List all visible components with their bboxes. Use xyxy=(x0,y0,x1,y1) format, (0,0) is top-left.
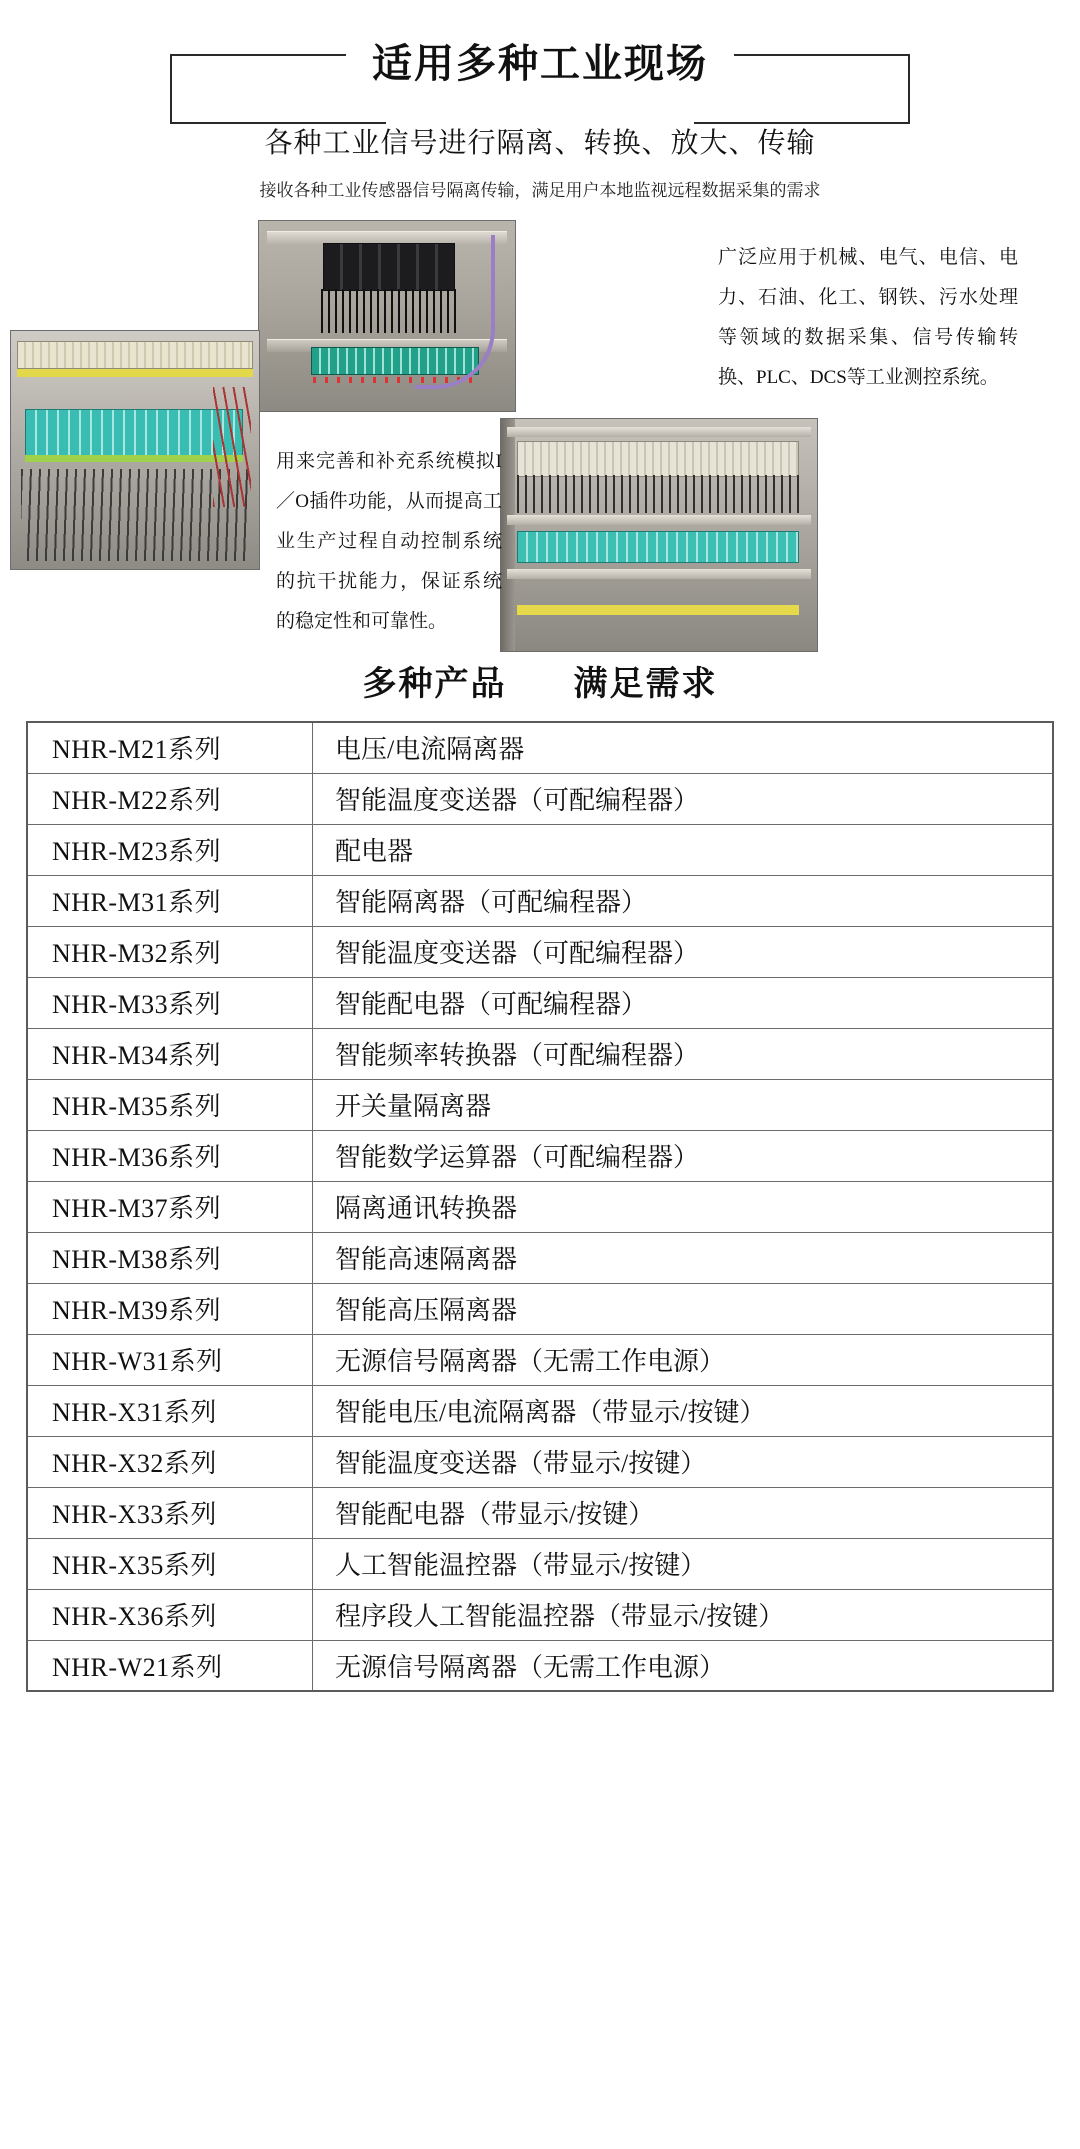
product-model: NHR-X31系列 xyxy=(27,1385,313,1436)
product-desc: 智能配电器（带显示/按键） xyxy=(313,1487,1054,1538)
terminal-block-wiring-photo xyxy=(10,330,260,570)
rack-shelf-lower xyxy=(507,569,811,579)
product-desc: 程序段人工智能温控器（带显示/按键） xyxy=(313,1589,1054,1640)
product-desc: 隔离通讯转换器 xyxy=(313,1181,1054,1232)
product-desc: 配电器 xyxy=(313,824,1054,875)
product-desc: 智能温度变送器（可配编程器） xyxy=(313,773,1054,824)
terminal-strip-top xyxy=(17,341,253,369)
rack-cyan-module-row xyxy=(517,531,799,563)
system-supplement-text: 用来完善和补充系统模拟I／O插件功能，从而提高工业生产过程自动控制系统的抗干扰能力，保证系统的稳定性和可靠性。 xyxy=(276,451,502,632)
page-subdescription: 接收各种工业传感器信号隔离传输，满足用户本地监视远程数据采集的需求 xyxy=(259,181,821,200)
product-model: NHR-X33系列 xyxy=(27,1487,313,1538)
product-model: NHR-M22系列 xyxy=(27,773,313,824)
signal-isolator-rack-photo xyxy=(500,418,818,652)
photo-collage xyxy=(0,220,1080,650)
product-model: NHR-W21系列 xyxy=(27,1640,313,1691)
table-row xyxy=(27,722,1053,773)
product-model: NHR-M39系列 xyxy=(27,1283,313,1334)
products-heading-left: 多种产品 xyxy=(362,666,507,703)
table-row xyxy=(27,1538,1053,1589)
product-desc: 智能温度变送器（带显示/按键） xyxy=(313,1436,1054,1487)
table-row xyxy=(27,1028,1053,1079)
product-desc: 开关量隔离器 xyxy=(313,1079,1054,1130)
product-model: NHR-X35系列 xyxy=(27,1538,313,1589)
terminal-yellow-bar xyxy=(17,369,253,377)
terminal-green-bar xyxy=(25,455,243,462)
title-row xyxy=(170,36,910,122)
product-model: NHR-M31系列 xyxy=(27,875,313,926)
product-desc: 智能高压隔离器 xyxy=(313,1283,1054,1334)
page-header xyxy=(0,0,1080,206)
product-desc: 电压/电流隔离器 xyxy=(313,722,1054,773)
rack-yellow-bar xyxy=(517,605,799,615)
product-model: NHR-M33系列 xyxy=(27,977,313,1028)
table-row xyxy=(27,1079,1053,1130)
product-desc: 无源信号隔离器（无需工作电源） xyxy=(313,1334,1054,1385)
table-row xyxy=(27,1487,1053,1538)
rack-side-panel xyxy=(501,419,515,651)
product-table xyxy=(26,721,1054,1692)
cabinet-purple-cable xyxy=(415,235,495,389)
rack-terminal-row xyxy=(517,441,799,477)
application-fields-text: 广泛应用于机械、电气、电信、电力、石油、化工、钢铁、污水处理等领域的数据采集、信号传输转换、PLC、DCS等工业测控系统。 xyxy=(718,247,1018,388)
product-model: NHR-M34系列 xyxy=(27,1028,313,1079)
table-row xyxy=(27,824,1053,875)
product-table-body xyxy=(27,722,1053,1691)
product-desc: 人工智能温控器（带显示/按键） xyxy=(313,1538,1054,1589)
page-subtitle: 各种工业信号进行隔离、转换、放大、传输 xyxy=(264,128,816,159)
table-row xyxy=(27,1130,1053,1181)
product-model: NHR-X36系列 xyxy=(27,1589,313,1640)
control-cabinet-photo xyxy=(258,220,516,412)
product-model: NHR-M36系列 xyxy=(27,1130,313,1181)
table-row xyxy=(27,875,1053,926)
table-row xyxy=(27,926,1053,977)
page-title: 适用多种工业现场 xyxy=(346,36,734,92)
product-desc: 智能隔离器（可配编程器） xyxy=(313,875,1054,926)
product-model: NHR-M37系列 xyxy=(27,1181,313,1232)
product-model: NHR-M21系列 xyxy=(27,722,313,773)
product-model: NHR-W31系列 xyxy=(27,1334,313,1385)
table-row xyxy=(27,773,1053,824)
table-row xyxy=(27,977,1053,1028)
table-row xyxy=(27,1589,1053,1640)
product-model: NHR-X32系列 xyxy=(27,1436,313,1487)
rack-shelf-top xyxy=(507,427,811,437)
table-row xyxy=(27,1232,1053,1283)
product-desc: 智能电压/电流隔离器（带显示/按键） xyxy=(313,1385,1054,1436)
rack-wire-bundle xyxy=(517,475,799,513)
table-row xyxy=(27,1334,1053,1385)
product-desc: 智能温度变送器（可配编程器） xyxy=(313,926,1054,977)
product-desc: 智能配电器（可配编程器） xyxy=(313,977,1054,1028)
product-desc: 智能频率转换器（可配编程器） xyxy=(313,1028,1054,1079)
terminal-red-wires xyxy=(213,387,251,507)
rack-shelf-middle xyxy=(507,515,811,525)
product-desc: 智能高速隔离器 xyxy=(313,1232,1054,1283)
products-heading xyxy=(0,656,1080,705)
products-heading-right: 满足需求 xyxy=(573,666,718,703)
table-row xyxy=(27,1640,1053,1691)
product-desc: 无源信号隔离器（无需工作电源） xyxy=(313,1640,1054,1691)
product-model: NHR-M38系列 xyxy=(27,1232,313,1283)
table-row xyxy=(27,1283,1053,1334)
product-model: NHR-M32系列 xyxy=(27,926,313,977)
product-desc: 智能数学运算器（可配编程器） xyxy=(313,1130,1054,1181)
terminal-cyan-modules xyxy=(25,409,243,457)
table-row xyxy=(27,1436,1053,1487)
table-row xyxy=(27,1181,1053,1232)
product-model: NHR-M35系列 xyxy=(27,1079,313,1130)
product-model: NHR-M23系列 xyxy=(27,824,313,875)
table-row xyxy=(27,1385,1053,1436)
